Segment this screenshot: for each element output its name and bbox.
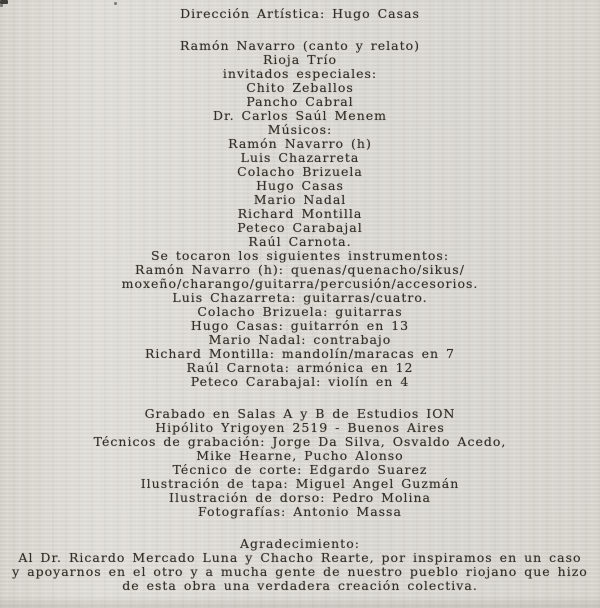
text-line: Ramón Navarro (h): [228, 136, 372, 151]
text-line: Mike Hearne, Pucho Alonso: [196, 448, 404, 463]
text-line: de esta obra una verdadera creación colectiva.: [122, 578, 478, 593]
text-line: Chito Zeballos: [246, 80, 354, 95]
text-line: Luis Chazarreta: guitarras/cuatro.: [172, 290, 428, 305]
text-line: Pancho Cabral: [246, 94, 354, 109]
text-line: Colacho Brizuela: guitarras: [197, 304, 403, 319]
text-line: Fotografías: Antonio Massa: [198, 504, 402, 519]
text-line: Técnico de corte: Edgardo Suarez: [172, 462, 428, 477]
text-line: Richard Montilla: mandolín/maracas en 7: [145, 346, 455, 361]
text-line: Richard Montilla: [237, 206, 363, 221]
text-line: Hugo Casas: [256, 178, 344, 193]
credits-text-block: [0, 7, 600, 593]
section-agradecimiento: [0, 537, 600, 593]
text-line: Mario Nadal: contrabajo: [208, 332, 392, 347]
text-line: Dirección Artística: Hugo Casas: [180, 6, 420, 21]
text-line: Peteco Carabajal: [237, 220, 363, 235]
text-line: Hipólito Yrigoyen 2519 - Buenos Aires: [155, 420, 445, 435]
text-line: Ramón Navarro (h): quenas/quenacho/sikus/: [135, 262, 465, 277]
text-line: Rioja Trío: [262, 52, 338, 67]
text-line: Dr. Carlos Saúl Menem: [212, 108, 387, 123]
text-line: Hugo Casas: guitarrón en 13: [190, 318, 410, 333]
text-line: Colacho Brizuela: [237, 164, 363, 179]
text-line: Raúl Carnota.: [248, 234, 352, 249]
text-line: Luis Chazarreta: [240, 150, 360, 165]
section-grabacion-y-arte: [0, 407, 600, 519]
text-line: Grabado en Salas A y B de Estudios ION: [144, 406, 456, 421]
text-line: Técnicos de grabación: Jorge Da Silva, Osvaldo Acedo,: [93, 434, 507, 449]
text-line: Mario Nadal: [253, 192, 347, 207]
text-line: Ramón Navarro (canto y relato): [179, 38, 421, 53]
scan-speck: [114, 2, 117, 5]
text-line: Músicos:: [267, 122, 333, 137]
text-line: Raúl Carnota: armónica en 12: [186, 360, 414, 375]
section-direccion-artistica: [0, 7, 600, 21]
text-line: Agradecimiento:: [240, 536, 360, 551]
text-line: Ilustración de tapa: Miguel Angel Guzmán: [140, 476, 460, 491]
text-line: Se tocaron los siguientes instrumentos:: [150, 248, 450, 263]
text-line: Ilustración de dorso: Pedro Molina: [169, 490, 431, 505]
text-line: y apoyarnos en el otro y a mucha gente de nuestro pueblo riojano que hizo: [12, 564, 588, 579]
section-interpretes-e-instrumentos: [0, 39, 600, 389]
text-line: Peteco Carabajal: violín en 4: [190, 374, 410, 389]
text-line: moxeño/charango/guitarra/percusión/accesorios.: [121, 276, 479, 291]
text-line: Al Dr. Ricardo Mercado Luna y Chacho Rearte, por inspiramos en un caso: [18, 550, 582, 565]
text-line: invitados especiales:: [222, 66, 378, 81]
